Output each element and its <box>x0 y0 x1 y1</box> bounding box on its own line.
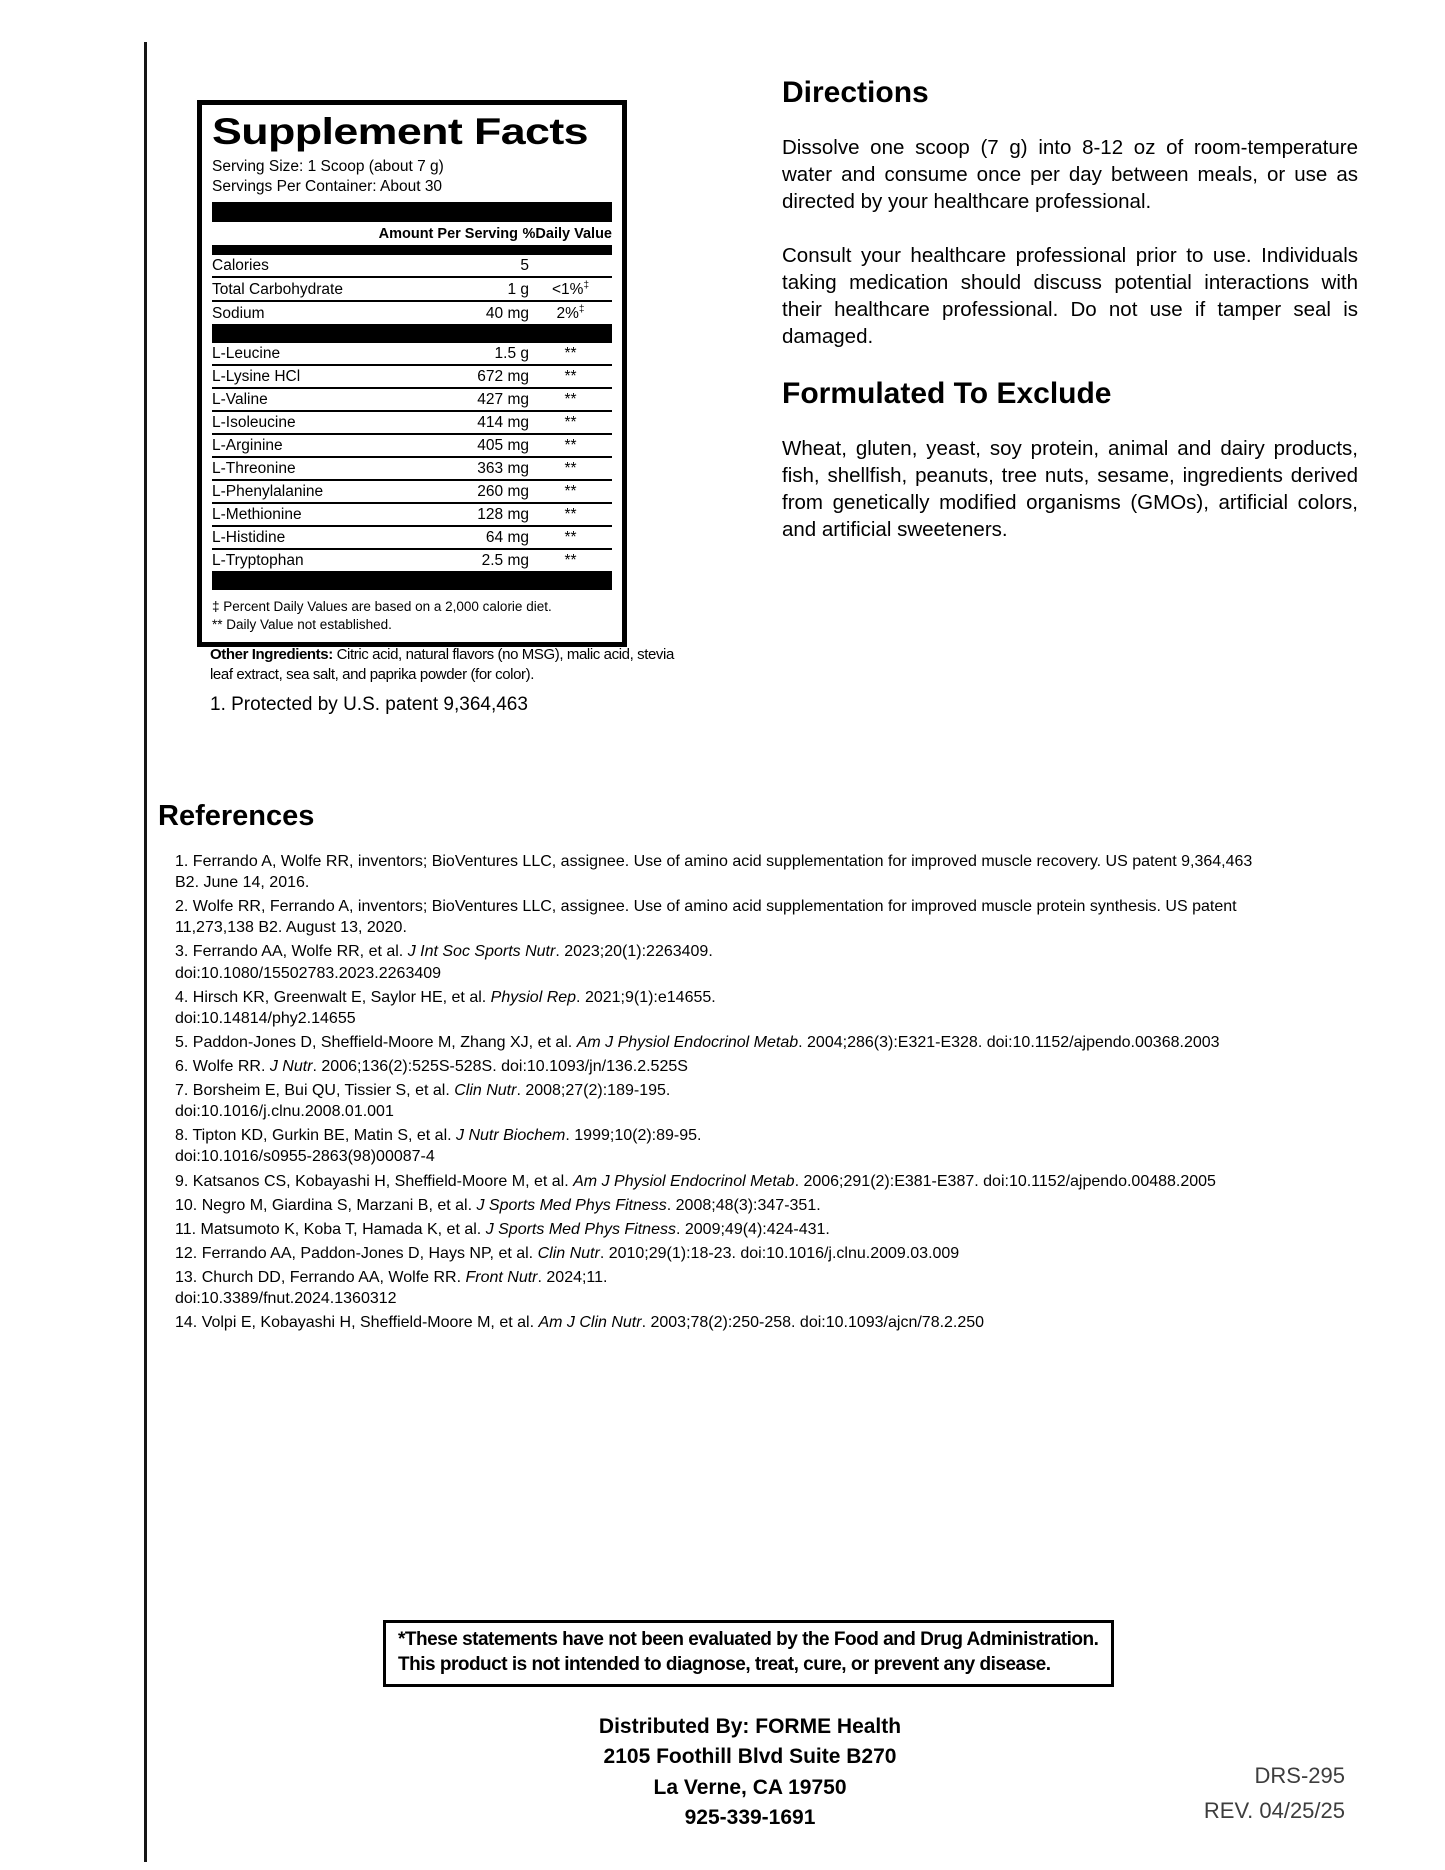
reference-text: 10. Negro M, Giardina S, Marzani B, et al. <box>175 1196 477 1214</box>
nutrient-row <box>212 548 612 571</box>
reference-line <box>175 1056 1353 1077</box>
reference-item <box>158 1267 1353 1309</box>
references-heading: References <box>158 800 315 832</box>
directions-paragraph: Consult your healthcare professional prior to use. Individuals taking medication should discuss potential interactions with their healthcare professional. Do not use if tamper seal is damaged. <box>782 244 1358 349</box>
distributor-line: 925-339-1691 <box>684 1806 816 1830</box>
reference-line <box>175 1288 1353 1309</box>
disclaimer-line: This product is not intended to diagnose, treat, cure, or prevent any disease. <box>398 1653 1051 1675</box>
reference-text: . 2006;136(2):525S-528S. doi:10.1093/jn/136.2.525S <box>312 1057 688 1075</box>
reference-line <box>175 1195 1353 1216</box>
references-list <box>158 851 1353 1333</box>
reference-text: 6. Wolfe RR. <box>175 1057 270 1075</box>
reference-item <box>158 896 1353 938</box>
reference-item <box>158 1219 1353 1240</box>
reference-line <box>175 1080 1353 1101</box>
nutrient-amount: 2.5 mg <box>481 551 529 569</box>
reference-text: 8. Tipton KD, Gurkin BE, Matin S, et al. <box>175 1127 457 1145</box>
supplement-facts-panel <box>197 100 627 647</box>
patent-note: 1. Protected by U.S. patent 9,364,463 <box>210 694 528 715</box>
reference-line <box>175 1032 1353 1053</box>
reference-text: . 2010;29(1):18-23. doi:10.1016/j.clnu.2009.03.009 <box>599 1244 960 1262</box>
nutrient-amount: 1.5 g <box>494 344 529 362</box>
column-amount-per-serving: Amount Per Serving <box>378 225 518 242</box>
reference-text: 9. Katsanos CS, Kobayashi H, Sheffield-Moore M, et al. <box>175 1172 574 1190</box>
reference-item <box>158 1171 1353 1192</box>
reference-line <box>175 1243 1353 1264</box>
reference-text: . 2008;27(2):189-195. <box>516 1082 671 1100</box>
journal-name: J Sports Med Phys Fitness <box>485 1220 676 1238</box>
reference-item <box>158 987 1353 1029</box>
nutrient-name: Sodium <box>212 304 265 322</box>
reference-line <box>175 917 1353 938</box>
nutrient-row <box>212 364 612 387</box>
reference-item <box>158 851 1353 893</box>
journal-name: Physiol Rep <box>490 988 577 1006</box>
reference-text: 11. Matsumoto K, Koba T, Hamada K, et al. <box>175 1220 486 1238</box>
nutrient-amount: 260 mg <box>477 482 529 500</box>
nutrient-daily-value: ** <box>564 344 577 362</box>
nutrient-name: L-Lysine HCl <box>212 367 301 385</box>
reference-text: 2. Wolfe RR, Ferrando A, inventors; BioVentures LLC, assignee. Use of amino acid supplementation for improved muscle protein synthesis. US patent <box>175 898 1237 916</box>
reference-text: doi:10.1016/j.clnu.2008.01.001 <box>175 1103 394 1121</box>
journal-name: Clin Nutr <box>454 1082 517 1100</box>
directions-paragraph: Dissolve one scoop (7 g) into 8-12 oz of room-temperature water and consume once per day between meals, or use as directed by your healthcare professional. <box>782 136 1358 214</box>
nutrient-name: L-Isoleucine <box>212 413 296 431</box>
nutrient-name: L-Leucine <box>212 344 281 362</box>
reference-line <box>175 1101 1353 1122</box>
reference-text: . 2006;291(2):E381-E387. doi:10.1152/ajpendo.00488.2005 <box>794 1172 1216 1190</box>
nutrient-row <box>212 433 612 456</box>
facts-footnotes <box>212 590 612 634</box>
nutrient-name: L-Arginine <box>212 436 283 454</box>
nutrient-row <box>212 343 612 364</box>
nutrient-daily-value: ** <box>564 459 577 477</box>
reference-text: . 2008;48(3):347-351. <box>666 1196 821 1214</box>
nutrient-daily-value: ** <box>564 528 577 546</box>
nutrient-name: L-Valine <box>212 390 268 408</box>
separator-bar <box>212 202 612 222</box>
reference-line <box>175 1008 1353 1029</box>
formulated-to-exclude-heading: Formulated To Exclude <box>782 377 1112 411</box>
reference-line <box>175 851 1353 872</box>
reference-line <box>175 1171 1353 1192</box>
reference-item <box>158 1195 1353 1216</box>
nutrient-amount: 64 mg <box>485 528 529 546</box>
journal-name: Am J Clin Nutr <box>538 1314 642 1332</box>
nutrient-amount: 40 mg <box>485 304 529 322</box>
reference-item <box>158 1056 1353 1077</box>
reference-text: doi:10.3389/fnut.2024.1360312 <box>175 1290 397 1308</box>
reference-line <box>175 941 1353 962</box>
reference-text: doi:10.1016/s0955-2863(98)00087-4 <box>175 1148 435 1166</box>
reference-item <box>158 1243 1353 1264</box>
nutrient-row <box>212 410 612 433</box>
reference-line <box>175 896 1353 917</box>
right-column <box>782 76 1358 571</box>
nutrient-amount: 405 mg <box>477 436 529 454</box>
journal-name: Am J Physiol Endocrinol Metab <box>573 1172 795 1190</box>
reference-text: doi:10.14814/phy2.14655 <box>175 1009 356 1027</box>
journal-name: J Nutr <box>269 1057 313 1075</box>
distributor-block <box>450 1712 1050 1834</box>
formulated-to-exclude-body: Wheat, gluten, yeast, soy protein, animal and dairy products, fish, shellfish, peanuts, tree nuts, sesame, ingredients derived from genetically modified organisms (GMOs), artificial colors, and artificial sweeteners. <box>782 437 1358 542</box>
nutrient-row <box>212 300 612 324</box>
reference-text: 3. Ferrando AA, Wolfe RR, et al. <box>175 943 408 961</box>
nutrient-name: Calories <box>212 256 269 274</box>
reference-item <box>158 941 1353 983</box>
reference-text: 5. Paddon-Jones D, Sheffield-Moore M, Zhang XJ, et al. <box>175 1033 577 1051</box>
separator-bar <box>212 571 612 590</box>
nutrient-name: L-Phenylalanine <box>212 482 324 500</box>
nutrient-amount: 427 mg <box>477 390 529 408</box>
nutrient-amount: 672 mg <box>477 367 529 385</box>
references-section <box>158 800 1353 1336</box>
document-revision: REV. 04/25/25 <box>1203 1798 1345 1823</box>
nutrient-daily-value: ** <box>564 367 577 385</box>
reference-text: 14. Volpi E, Kobayashi H, Sheffield-Moore M, et al. <box>175 1314 539 1332</box>
distributor-line: Distributed By: FORME Health <box>598 1715 902 1738</box>
reference-text: 4. Hirsch KR, Greenwalt E, Saylor HE, et al. <box>175 988 491 1006</box>
reference-text: 12. Ferrando AA, Paddon-Jones D, Hays NP, et al. <box>175 1244 538 1262</box>
reference-line <box>175 987 1353 1008</box>
other-ingredients <box>210 645 680 684</box>
reference-text: . 2024;11. <box>537 1268 608 1286</box>
reference-item <box>158 1080 1353 1122</box>
left-crop-line <box>144 42 147 1862</box>
reference-item <box>158 1032 1353 1053</box>
nutrient-daily-value: 2%‡ <box>556 303 585 322</box>
nutrient-row <box>212 479 612 502</box>
journal-name: J Nutr Biochem <box>456 1127 566 1145</box>
reference-line <box>175 1146 1353 1167</box>
other-ingredients-label: Other Ingredients: <box>210 646 333 663</box>
nutrient-row <box>212 525 612 548</box>
nutrient-amount: 1 g <box>507 280 529 298</box>
reference-text: 13. Church DD, Ferrando AA, Wolfe RR. <box>175 1268 466 1286</box>
nutrient-name: L-Threonine <box>212 459 296 477</box>
nutrient-daily-value: <1%‡ <box>551 279 590 298</box>
reference-line <box>175 1267 1353 1288</box>
nutrient-daily-value: ** <box>564 436 577 454</box>
macro-nutrient-rows <box>212 255 612 324</box>
nutrient-daily-value: ** <box>564 413 577 431</box>
servings-per-container: Servings Per Container: About 30 <box>212 177 443 195</box>
reference-text: . 2023;20(1):2263409. <box>555 943 713 961</box>
distributor-line: 2105 Foothill Blvd Suite B270 <box>603 1745 897 1769</box>
reference-text: . 2004;286(3):E321-E328. doi:10.1152/ajpendo.00368.2003 <box>798 1033 1220 1051</box>
nutrient-daily-value: ** <box>564 390 577 408</box>
nutrient-daily-value: ** <box>564 505 577 523</box>
reference-line <box>175 1219 1353 1240</box>
disclaimer-line: *These statements have not been evaluated by the Food and Drug Administration. <box>398 1629 1099 1650</box>
journal-name: J Sports Med Phys Fitness <box>476 1196 667 1214</box>
facts-table-header <box>212 222 612 245</box>
reference-item <box>158 1125 1353 1167</box>
document-meta <box>1095 1763 1345 1824</box>
separator-bar <box>212 324 612 343</box>
nutrient-amount: 414 mg <box>477 413 529 431</box>
document-code: DRS-295 <box>1254 1763 1345 1788</box>
nutrient-name: Total Carbohydrate <box>212 280 343 298</box>
reference-text: 7. Borsheim E, Bui QU, Tissier S, et al. <box>175 1082 455 1100</box>
nutrient-daily-value: ** <box>564 551 577 569</box>
reference-line <box>175 872 1353 893</box>
nutrient-daily-value: ** <box>564 482 577 500</box>
reference-line <box>175 1125 1353 1146</box>
other-ingredients-text: Citric acid, natural flavors (no MSG), malic acid, stevia leaf extract, sea salt, and paprika powder (for color). <box>210 646 674 683</box>
reference-text: doi:10.1080/15502783.2023.2263409 <box>175 964 442 982</box>
reference-text: 11,273,138 B2. August 13, 2020. <box>175 919 407 937</box>
journal-name: J Int Soc Sports Nutr <box>407 943 556 961</box>
footnote: ** Daily Value not established. <box>212 617 392 633</box>
reference-item <box>158 1312 1353 1333</box>
amino-acid-rows <box>212 343 612 571</box>
column-daily-value: %Daily Value <box>522 225 612 242</box>
nutrient-row <box>212 456 612 479</box>
nutrient-amount: 128 mg <box>477 505 529 523</box>
serving-size: Serving Size: 1 Scoop (about 7 g) <box>212 157 444 175</box>
separator-bar <box>212 245 612 255</box>
supplement-facts-title: Supplement Facts <box>212 111 588 152</box>
reference-text: . 2009;49(4):424-431. <box>675 1220 830 1238</box>
nutrient-amount: 363 mg <box>477 459 529 477</box>
nutrient-amount: 5 <box>520 256 529 274</box>
reference-line <box>175 963 1353 984</box>
nutrient-name: L-Methionine <box>212 505 302 523</box>
fda-disclaimer-box <box>383 1620 1114 1687</box>
reference-line <box>175 1312 1353 1333</box>
directions-heading: Directions <box>782 76 929 109</box>
nutrient-name: L-Histidine <box>212 528 286 546</box>
nutrient-row <box>212 276 612 300</box>
nutrient-row <box>212 502 612 525</box>
reference-text: . 1999;10(2):89-95. <box>565 1127 702 1145</box>
reference-text: . 2021;9(1):e14655. <box>576 988 716 1006</box>
journal-name: Clin Nutr <box>537 1244 600 1262</box>
nutrient-row <box>212 255 612 276</box>
reference-text: B2. June 14, 2016. <box>175 874 310 892</box>
nutrient-row <box>212 387 612 410</box>
journal-name: Front Nutr <box>465 1268 538 1286</box>
distributor-line: La Verne, CA 19750 <box>653 1775 847 1799</box>
directions-body <box>782 134 1358 350</box>
nutrient-name: L-Tryptophan <box>212 551 304 569</box>
reference-text: . 2003;78(2):250-258. doi:10.1093/ajcn/78.2.250 <box>641 1314 985 1332</box>
journal-name: Am J Physiol Endocrinol Metab <box>576 1033 799 1051</box>
footnote: ‡ Percent Daily Values are based on a 2,000 calorie diet. <box>212 598 552 614</box>
reference-text: 1. Ferrando A, Wolfe RR, inventors; BioVentures LLC, assignee. Use of amino acid supplementation for improved muscle recovery. US patent 9,364,463 <box>175 853 1253 870</box>
